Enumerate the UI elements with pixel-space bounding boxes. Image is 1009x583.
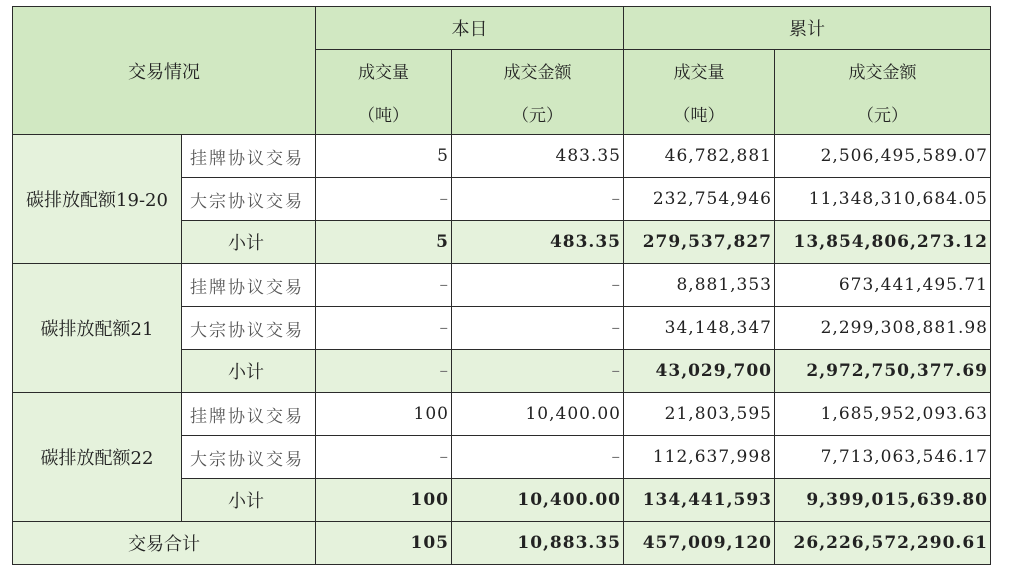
subtotal-cum-amount: 2,972,750,377.69 <box>775 350 991 393</box>
total-cum-amount: 26,226,572,290.61 <box>775 522 991 565</box>
today-volume: – <box>316 436 452 479</box>
subtotal-cum-volume: 134,441,593 <box>624 479 775 522</box>
table-row <box>13 135 991 178</box>
today-amount: 10,400.00 <box>452 393 624 436</box>
subtotal-today-volume: 5 <box>316 221 452 264</box>
header-cumulative: 累计 <box>624 7 991 50</box>
cum-volume: 232,754,946 <box>624 178 775 221</box>
today-amount: – <box>452 436 624 479</box>
amount-unit: （元） <box>512 106 563 126</box>
subtotal-cum-volume: 43,029,700 <box>624 350 775 393</box>
cum-volume: 112,637,998 <box>624 436 775 479</box>
table-row <box>13 393 991 436</box>
volume-unit: （吨） <box>358 106 409 126</box>
subtotal-today-amount: 483.35 <box>452 221 624 264</box>
cum-amount: 11,348,310,684.05 <box>775 178 991 221</box>
volume-label: 成交量 <box>673 63 725 83</box>
today-volume: 5 <box>316 135 452 178</box>
cum-volume: 8,881,353 <box>624 264 775 307</box>
subtotal-label: 小计 <box>182 350 316 393</box>
cum-volume: 46,782,881 <box>624 135 775 178</box>
today-amount: 483.35 <box>452 135 624 178</box>
trade-type: 挂牌协议交易 <box>182 135 316 178</box>
total-today-volume: 105 <box>316 522 452 565</box>
total-label: 交易合计 <box>13 522 316 565</box>
subtotal-today-volume: 100 <box>316 479 452 522</box>
header-today-amount <box>452 50 624 135</box>
total-today-amount: 10,883.35 <box>452 522 624 565</box>
subtotal-cum-amount: 9,399,015,639.80 <box>775 479 991 522</box>
header-cum-volume <box>624 50 775 135</box>
cum-amount: 1,685,952,093.63 <box>775 393 991 436</box>
trade-type: 大宗协议交易 <box>182 178 316 221</box>
cum-amount: 673,441,495.71 <box>775 264 991 307</box>
volume-label: 成交量 <box>358 63 409 83</box>
trade-type: 大宗协议交易 <box>182 307 316 350</box>
trade-type: 大宗协议交易 <box>182 436 316 479</box>
section-name: 碳排放配额22 <box>13 393 182 522</box>
table-row <box>13 264 991 307</box>
header-today-volume <box>316 50 452 135</box>
subtotal-label: 小计 <box>182 479 316 522</box>
volume-unit: （吨） <box>673 106 725 126</box>
section-name: 碳排放配额21 <box>13 264 182 393</box>
total-row <box>13 522 991 565</box>
today-amount: – <box>452 178 624 221</box>
trade-type: 挂牌协议交易 <box>182 393 316 436</box>
trading-summary-table <box>12 6 991 565</box>
amount-label: 成交金额 <box>503 63 572 83</box>
cum-amount: 2,299,308,881.98 <box>775 307 991 350</box>
subtotal-label: 小计 <box>182 221 316 264</box>
header-today: 本日 <box>316 7 624 50</box>
header-title: 交易情况 <box>13 7 316 135</box>
subtotal-cum-amount: 13,854,806,273.12 <box>775 221 991 264</box>
trade-type: 挂牌协议交易 <box>182 264 316 307</box>
today-amount: – <box>452 307 624 350</box>
today-volume: – <box>316 307 452 350</box>
total-cum-volume: 457,009,120 <box>624 522 775 565</box>
subtotal-today-amount: – <box>452 350 624 393</box>
subtotal-today-volume: – <box>316 350 452 393</box>
today-volume: – <box>316 178 452 221</box>
subtotal-today-amount: 10,400.00 <box>452 479 624 522</box>
today-amount: – <box>452 264 624 307</box>
header-cum-amount <box>775 50 991 135</box>
subtotal-cum-volume: 279,537,827 <box>624 221 775 264</box>
section-name: 碳排放配额19-20 <box>13 135 182 264</box>
today-volume: – <box>316 264 452 307</box>
cum-amount: 7,713,063,546.17 <box>775 436 991 479</box>
today-volume: 100 <box>316 393 452 436</box>
cum-volume: 34,148,347 <box>624 307 775 350</box>
amount-unit: （元） <box>857 106 908 126</box>
cum-volume: 21,803,595 <box>624 393 775 436</box>
amount-label: 成交金额 <box>848 63 917 83</box>
cum-amount: 2,506,495,589.07 <box>775 135 991 178</box>
